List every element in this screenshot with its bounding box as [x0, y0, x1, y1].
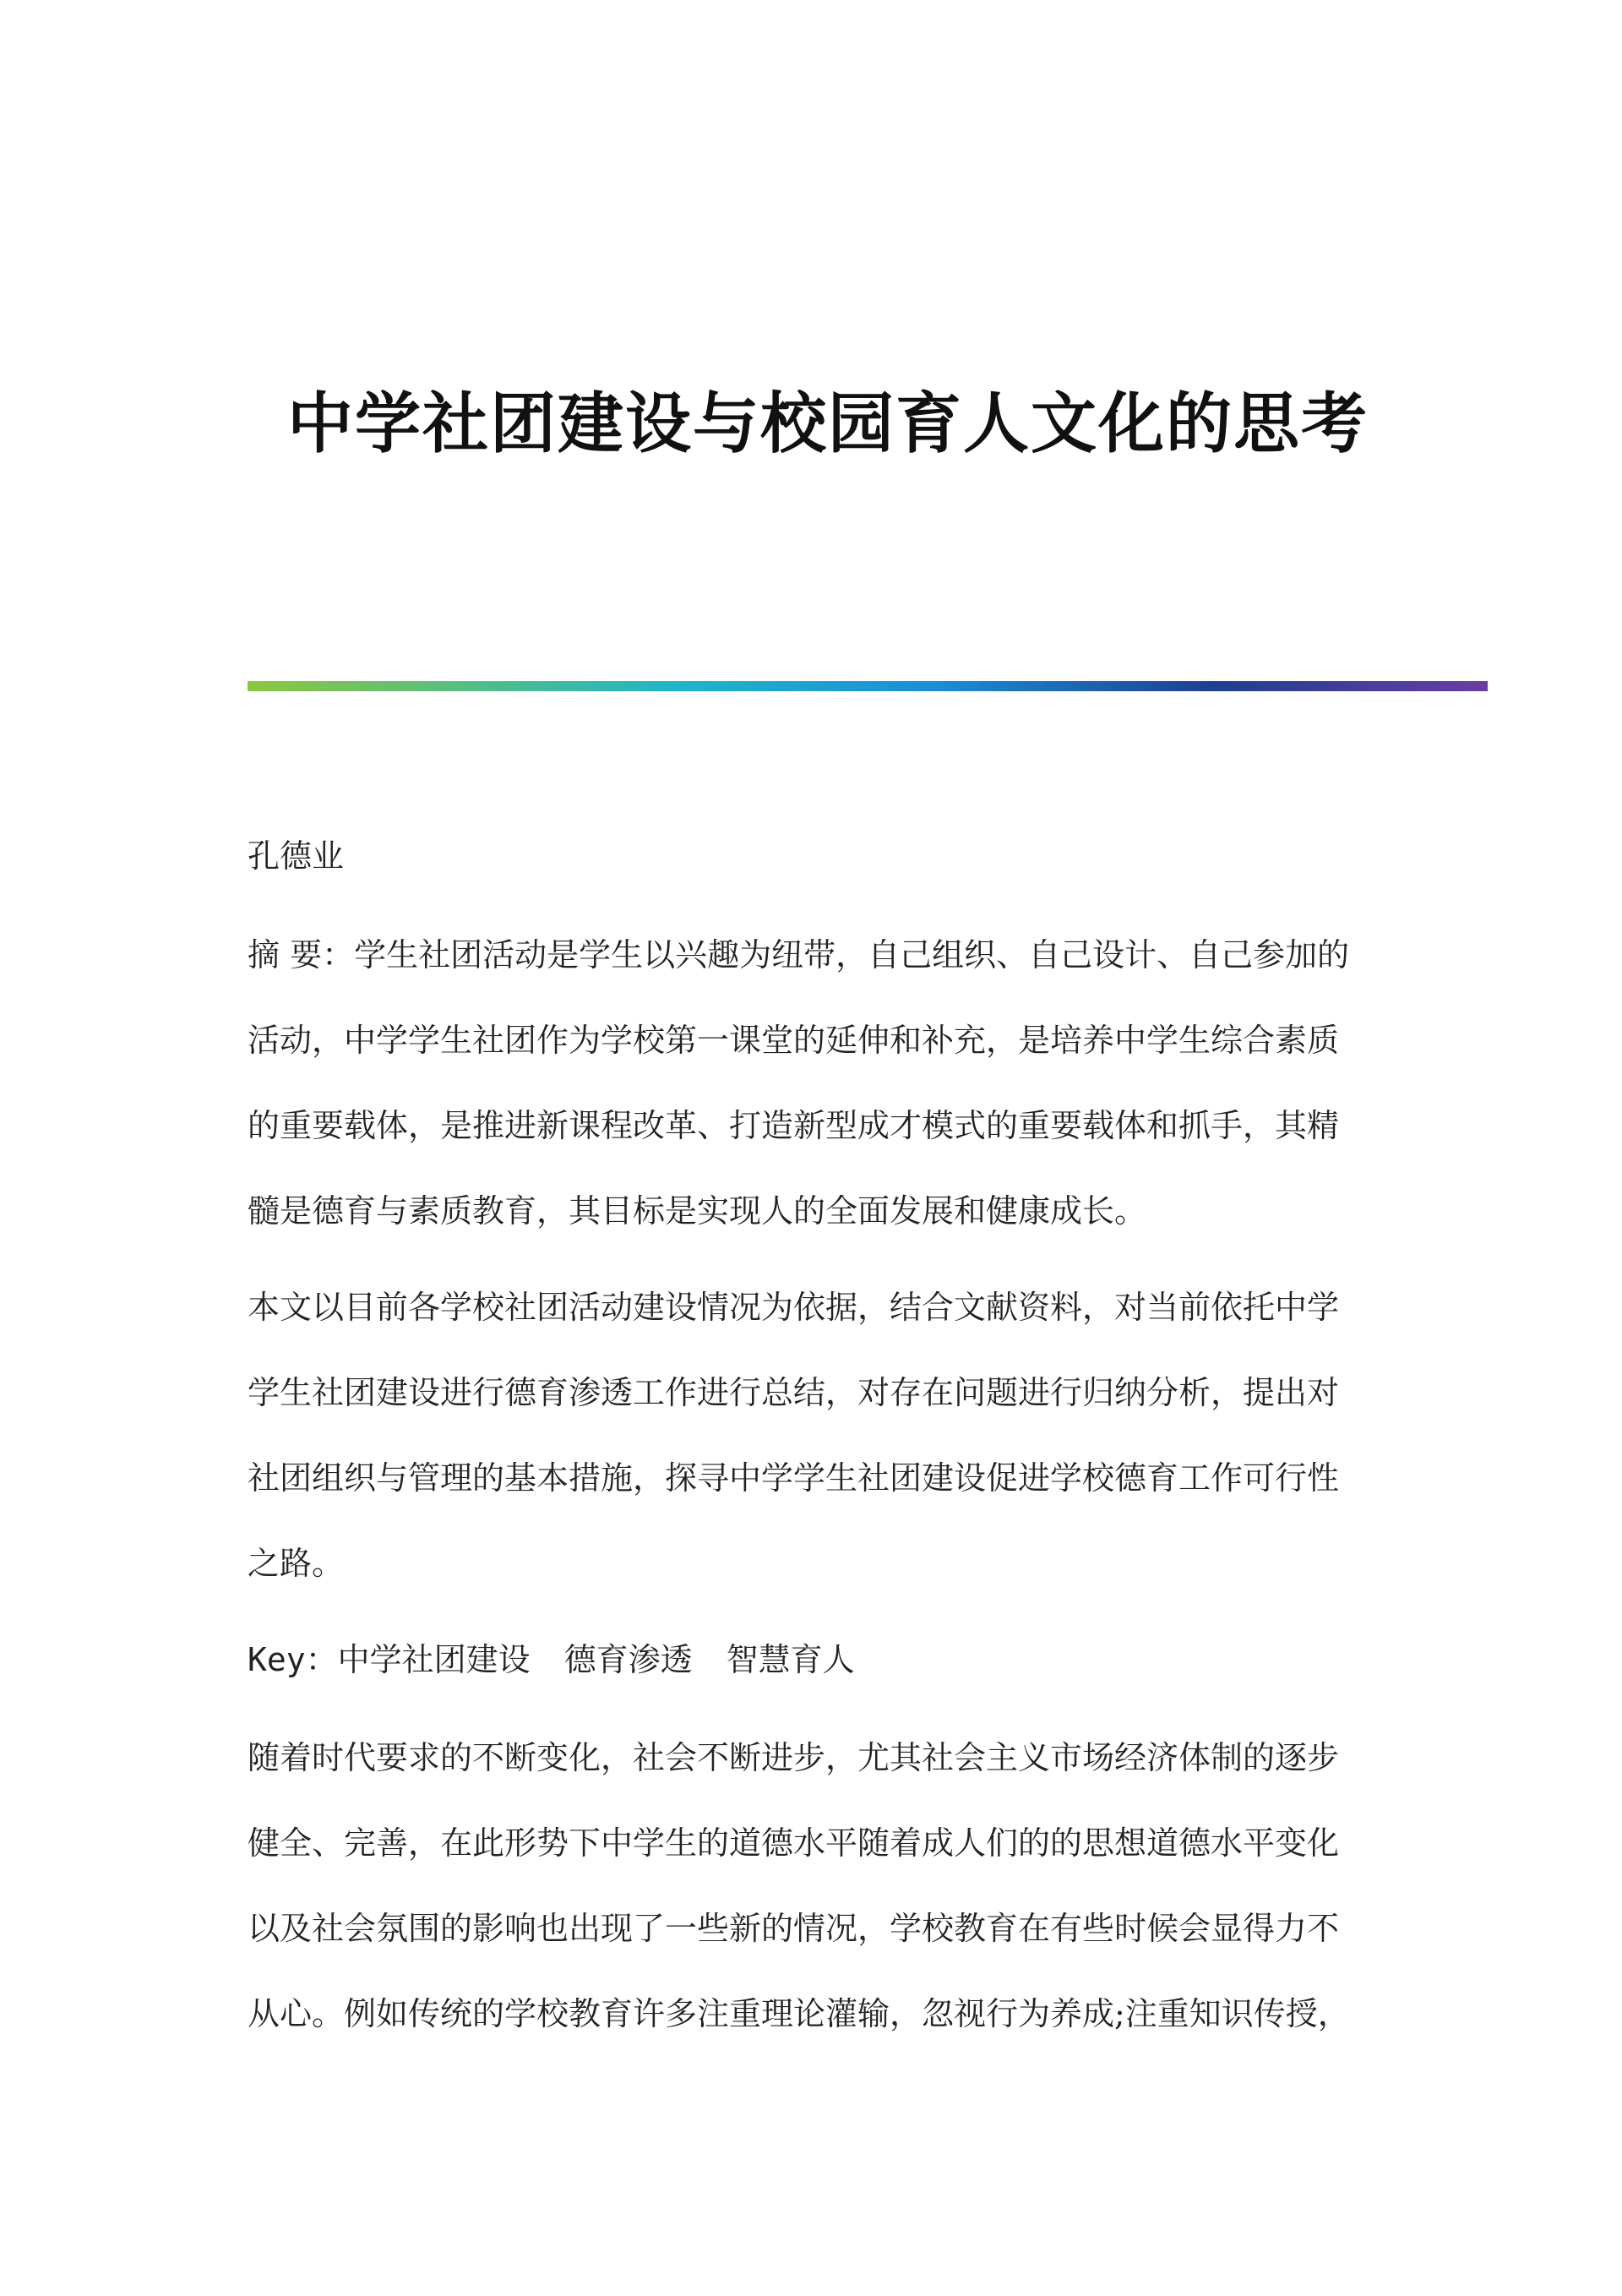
keyword-item: 中学社团建设 — [337, 1641, 531, 1678]
main-paragraph — [248, 1715, 1380, 2057]
document-title: 中学社团建设与校园育人文化的思考 — [287, 385, 1369, 462]
author-name: 孔德业 — [248, 837, 345, 875]
text-line: 摘 要：学生社团活动是学生以兴趣为纽带，自己组织、自己设计、自己参加的 — [248, 936, 1350, 973]
text-line: 随着时代要求的不断变化，社会不断进步，尤其社会主义市场经济体制的逐步 — [248, 1739, 1340, 1776]
text-line: 健全、完善，在此形势下中学生的道德水平随着成人们的的思想道德水平变化 — [248, 1824, 1340, 1862]
text-line: 活动，中学学生社团作为学校第一课堂的延伸和补充，是培养中学生综合素质 — [248, 1022, 1340, 1059]
keywords-label: Key： — [248, 1641, 338, 1678]
text-line: 以及社会氛围的影响也出现了一些新的情况，学校教育在有些时候会显得力不 — [248, 1910, 1340, 1947]
text-line: 社团组织与管理的基本措施，探寻中学学生社团建设促进学校德育工作可行性 — [248, 1459, 1340, 1497]
text-line: 本文以目前各学校社团活动建设情况为依据，结合文献资料，对当前依托中学 — [248, 1289, 1340, 1326]
keywords-row — [248, 1617, 1380, 1703]
text-line: 学生社团建设进行德育渗透工作进行总结，对存在问题进行归纳分析，提出对 — [248, 1374, 1340, 1411]
keyword-item: 智慧育人 — [726, 1641, 855, 1678]
keyword-item: 德育渗透 — [563, 1641, 693, 1678]
text-line: 之路。 — [248, 1545, 345, 1582]
text-line: 从心。例如传统的学校教育许多注重理论灌输，忽视行为养成;注重知识传授， — [248, 1995, 1350, 2032]
gradient-divider — [248, 681, 1488, 691]
intro-paragraph — [248, 1265, 1380, 1606]
text-line: 髓是德育与素质教育，其目标是实现人的全面发展和健康成长。 — [248, 1192, 1147, 1230]
abstract-paragraph — [248, 913, 1380, 1254]
text-line: 的重要载体，是推进新课程改革、打造新型成才模式的重要载体和抓手，其精 — [248, 1107, 1340, 1144]
keywords-line — [248, 1617, 1380, 1703]
